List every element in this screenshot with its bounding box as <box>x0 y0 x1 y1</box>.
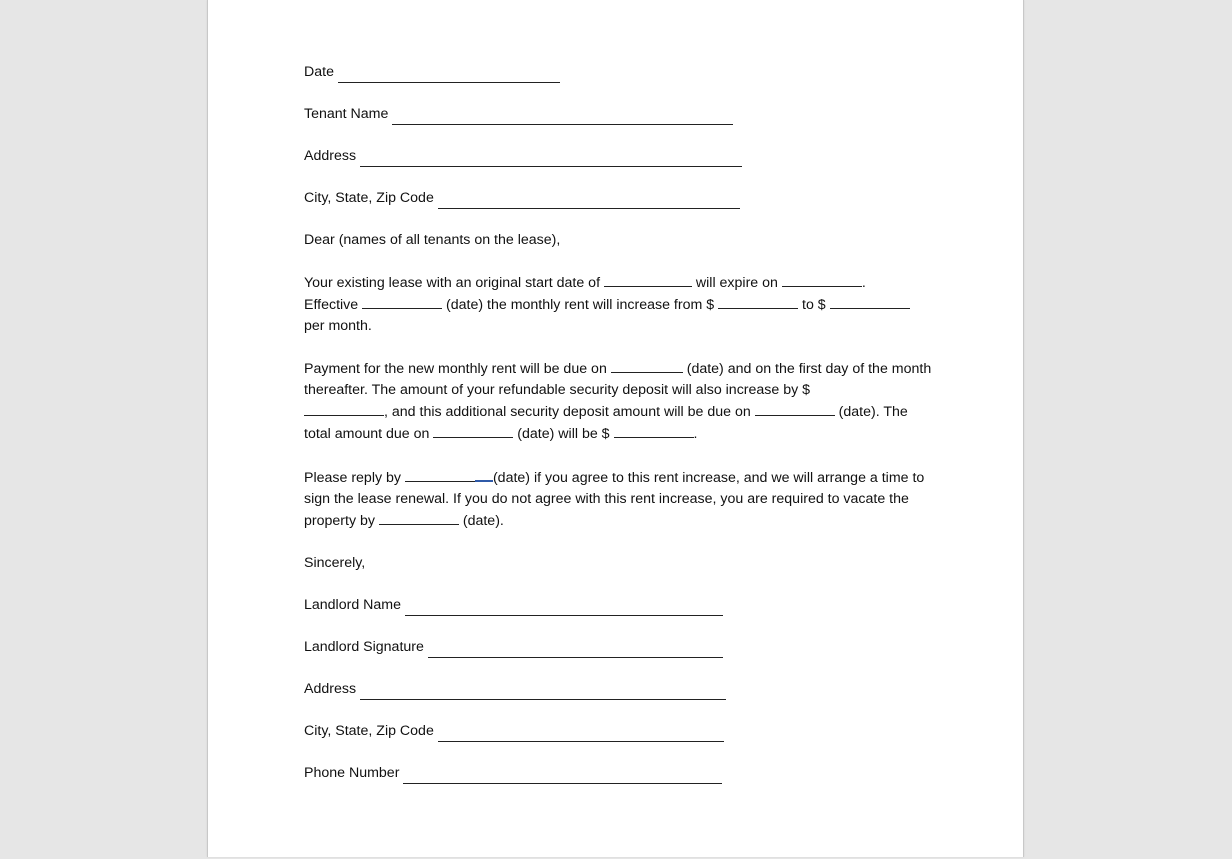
landlord-signature-label: Landlord Signature <box>304 639 424 655</box>
para1-text-2: will expire on <box>691 275 782 291</box>
para2-text-1: Payment for the new monthly rent will be due on <box>304 361 611 377</box>
tenant-address-blank-line[interactable] <box>360 151 742 167</box>
para1-text-5: (date) the monthly rent will increase from $ <box>442 297 719 313</box>
deposit-due-date-blank[interactable] <box>755 401 835 416</box>
landlord-signature-field[interactable] <box>304 637 934 658</box>
phone-number-blank-line[interactable] <box>403 768 722 784</box>
para3-text-3: (date). <box>458 513 504 529</box>
date-blank-line[interactable] <box>338 67 560 83</box>
old-rent-blank[interactable] <box>718 294 798 309</box>
tenant-name-blank-line[interactable] <box>392 109 733 125</box>
tenant-city-state-zip-field[interactable] <box>304 188 934 209</box>
tenant-name-field[interactable] <box>304 104 934 125</box>
landlord-city-state-zip-field[interactable] <box>304 721 934 742</box>
landlord-address-blank-line[interactable] <box>360 684 726 700</box>
effective-date-blank[interactable] <box>362 294 442 309</box>
tenant-address-field[interactable] <box>304 146 934 167</box>
landlord-name-blank-line[interactable] <box>405 600 723 616</box>
vacate-date-blank[interactable] <box>379 510 459 525</box>
phone-number-label: Phone Number <box>304 765 400 781</box>
landlord-signature-blank-line[interactable] <box>428 642 723 658</box>
landlord-address-label: Address <box>304 681 357 697</box>
para2-text-5: (date) will be $ <box>513 426 614 442</box>
para1-text-1: Your existing lease with an original start date of <box>304 275 604 291</box>
reply-paragraph <box>304 466 934 532</box>
document-page[interactable] <box>207 0 1024 857</box>
tenant-city-state-zip-label: City, State, Zip Code <box>304 190 434 206</box>
date-label: Date <box>304 64 334 80</box>
lease-paragraph <box>304 272 934 337</box>
deposit-increase-blank[interactable] <box>304 401 384 416</box>
closing: Sincerely, <box>304 555 366 571</box>
payment-due-date-blank[interactable] <box>611 358 683 373</box>
payment-paragraph <box>304 358 934 445</box>
salutation: Dear (names of all tenants on the lease), <box>304 232 561 248</box>
para1-text-6: to $ <box>798 297 830 313</box>
date-field[interactable] <box>304 62 934 83</box>
landlord-address-field[interactable] <box>304 679 934 700</box>
phone-number-field[interactable] <box>304 763 934 784</box>
para2-text-2: (date) and on the first day of the month thereafter. The amount of your refundable security deposit will also increase by $ <box>304 361 932 398</box>
para1-text-7: per month. <box>304 318 372 334</box>
document-body[interactable] <box>304 62 934 805</box>
tenant-city-state-zip-blank-line[interactable] <box>438 193 740 209</box>
landlord-name-field[interactable] <box>304 595 934 616</box>
new-rent-blank[interactable] <box>830 294 910 309</box>
landlord-city-state-zip-label: City, State, Zip Code <box>304 723 434 739</box>
total-amount-blank[interactable] <box>614 423 694 438</box>
tenant-address-label: Address <box>304 148 357 164</box>
expire-date-blank[interactable] <box>782 272 862 287</box>
para3-text-1: Please reply by <box>304 470 405 486</box>
landlord-city-state-zip-blank-line[interactable] <box>438 726 724 742</box>
para2-text-6: . <box>693 426 698 442</box>
para1-text-3: . <box>861 275 866 291</box>
para2-text-3: , and this additional security deposit amount will be due on <box>384 404 755 420</box>
para2-text-4: (date). The total amount due on <box>304 404 908 442</box>
original-start-date-blank[interactable] <box>604 272 692 287</box>
landlord-name-label: Landlord Name <box>304 597 402 613</box>
para3-text-2: (date) if you agree to this rent increase, and we will arrange a time to sign the lease renewal. If you do not agree with this rent increase, you are required to vacate the property by <box>304 470 925 529</box>
total-due-date-blank[interactable] <box>433 423 513 438</box>
tenant-name-label: Tenant Name <box>304 106 389 122</box>
para1-text-4: Effective <box>304 297 363 313</box>
text-cursor-marker <box>475 466 493 482</box>
